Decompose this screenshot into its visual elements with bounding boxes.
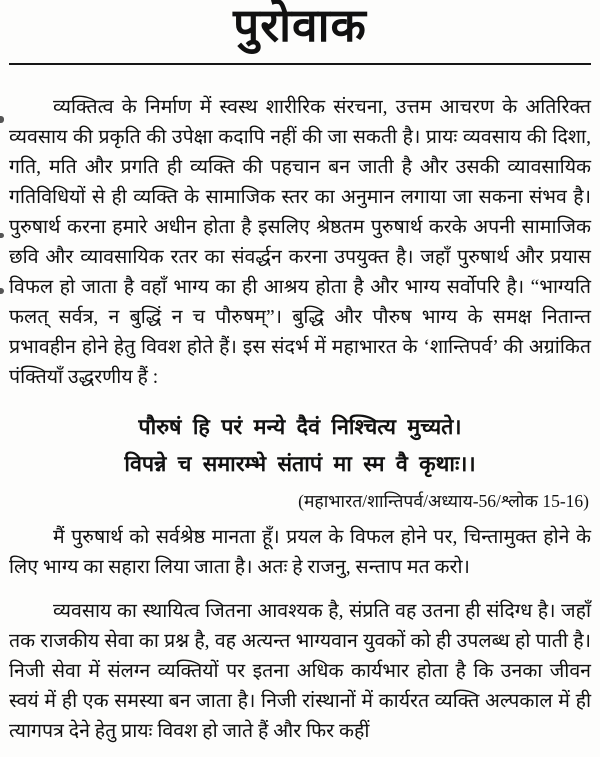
scan-speck bbox=[0, 233, 4, 238]
verse-line: विपन्ने च समारम्भे संतापं मा स्म वै कृथाः।। bbox=[124, 452, 476, 477]
paragraph: मैं पुरुषार्थ को सर्वश्रेष्ठ मानता हूँ। प्रयल के विफल होने पर, चिन्तामुक्त होने के लिए भाग्य का सहारा लिया जाता है। अतः हे राजनु, सन्ताप मत करो। bbox=[9, 527, 591, 579]
scan-speck bbox=[0, 288, 4, 294]
verse-citation: (महाभारत/शान्तिपर्व/अध्याय-56/श्लोक 15-16) bbox=[298, 491, 589, 512]
paragraph: व्यवसाय का स्थायित्व जितना आवश्यक है, संप्रति वह उतना ही संदिग्ध है। जहाँ तक राजकीय सेवा का प्रश्न है, वह अत्यन्त भाग्यवान युवकों को ही उपलब्ध हो पाती है। निजी सेवा में संलग्न व्यक्तियों पर इतना अधिक कार्यभार होता है कि उनका जीवन स्वयं में ही एक समस्या बन जाता है। निजी रांस्थानों में कार्यरत व्यक्ति अल्पकाल में ही त्यागपत्र देने हेतु प्रायः विवश हो जाते हैं और फिर कहीं bbox=[9, 601, 591, 743]
title-divider bbox=[9, 63, 591, 65]
verse-line: पौरुषं हि परं मन्ये दैवं निश्चित्य मुच्यते। bbox=[138, 415, 462, 440]
paragraph: व्यक्तित्व के निर्माण में स्वस्थ शारीरिक संरचना, उत्तम आचरण के अतिरिक्त व्यवसाय की प्रकृति की उपेक्षा कदापि नहीं की जा सकती है। प्रायः व्यवसाय की दिशा, गति, मति और प्रगति ही व्यक्ति की पहचान बन जाती है और उसकी व्यावसायिक गतिविधियों से ही व्यक्ति के सामाजिक स्तर का अनुमान लगाया जा सकना संभव है। पुरुषार्थ करना हमारे अधीन होता है इसलिए श्रेष्ठतम पुरुषार्थ करके अपनी सामाजिक छवि और व्यावसायिक रतर का संवर्द्धन करना उपयुक्त है। जहाँ पुरुषार्थ और प्रयास विफल हो जाता है वहाँ भाग्य का ही आश्रय होता है और भाग्य सर्वोपरि है। “भाग्यति फलत् सर्वत्र, न बुद्धिं न च पौरुषम्”। बुद्धि और पौरुष भाग्य के समक्ष नितान्त प्रभावहीन होने हेतु विवश होते हैं। इस संदर्भ में महाभारत के ‘शान्तिपर्व’ की अग्रांकित पंक्तियाँ उद्धरणीय हैं : bbox=[9, 97, 591, 389]
page-title: पुरोवाक bbox=[233, 0, 367, 51]
scan-speck bbox=[0, 116, 4, 123]
sanskrit-verse bbox=[9, 409, 591, 483]
